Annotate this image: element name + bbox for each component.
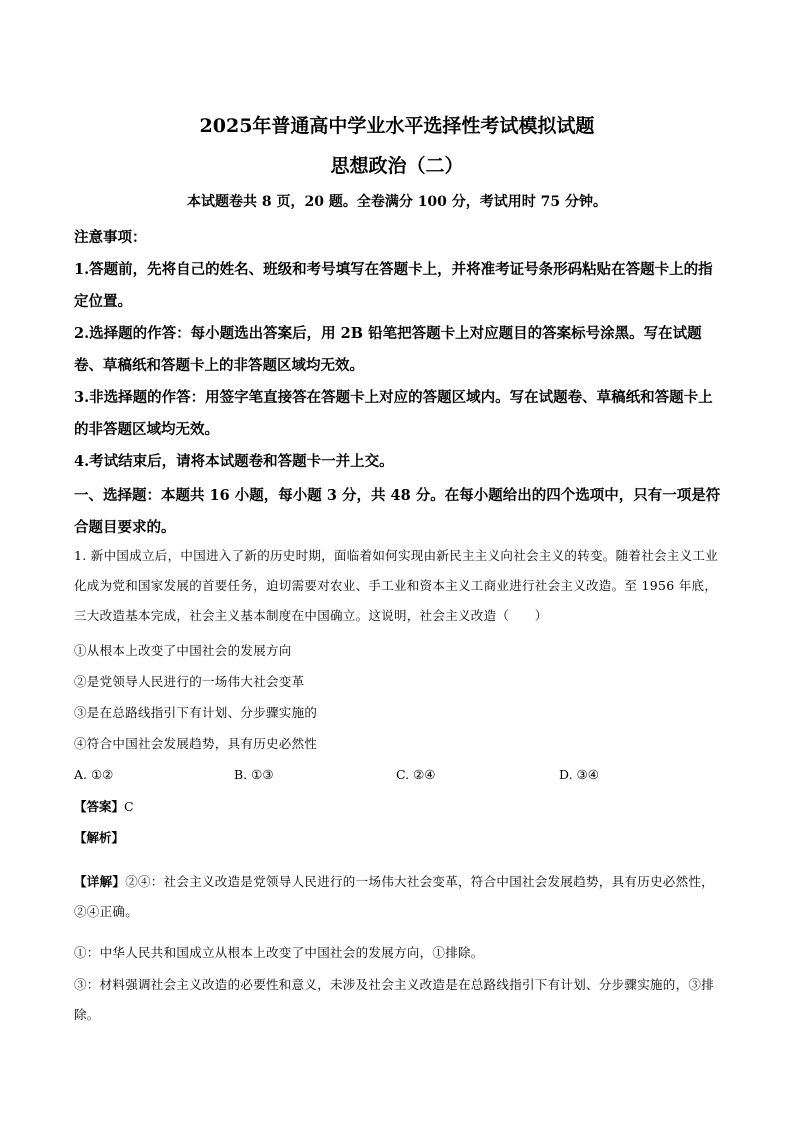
detail-text: ②④：社会主义改造是党领导人民进行的一场伟大社会变革，符合中国社会发展趋势，具有历史必然性，②④正确。 <box>74 874 715 919</box>
exam-info: 本试题卷共 8 页，20 题。全卷满分 100 分，考试用时 75 分钟。 <box>186 194 608 210</box>
analysis-tag: 【解析】 <box>74 830 125 845</box>
explanation-1: ①：中华人民共和国成立从根本上改变了中国社会的发展方向，①排除。 <box>74 945 484 960</box>
analysis-line <box>74 823 724 853</box>
note-item: 3.非选择题的作答：用签字笔直接答在答题卡上对应的答题区域内。写在试题卷、草稿纸和答题卡上的非答题区域均无效。 <box>74 389 713 438</box>
explanation-3: ③：材料强调社会主义改造的必要性和意义，未涉及社会主义改造是在总路线指引下有计划、分步骤实施的，③排除。 <box>74 977 715 1022</box>
question-statement: ③是在总路线指引下有计划、分步骤实施的 <box>74 705 318 720</box>
question-stem: 1. 新中国成立后，中国进入了新的历史时期，面临着如何实现由新民主主义向社会主义的转变。随着社会主义工业化成为党和国家发展的首要任务，迫切需要对农业、手工业和资本主义工商业进行社会主义改造。至 1956 年底，三大改造基本完成，社会主义基本制度在中国确立。这说明，社会主义改造（ ） <box>74 548 719 623</box>
note-item: 4.考试结束后，请将本试题卷和答题卡一并上交。 <box>74 453 394 470</box>
question-statement: ④符合中国社会发展趋势，具有历史必然性 <box>74 736 318 751</box>
answer-value: C <box>124 799 134 814</box>
note-item: 2.选择题的作答：每小题选出答案后，用 2B 铅笔把答题卡上对应题目的答案标号涂黑。写在试题卷、草稿纸和答题卡上的非答题区域均无效。 <box>74 325 702 374</box>
exam-title: 2025年普通高中学业水平选择性考试模拟试题 <box>199 115 595 137</box>
detail-tag: 【详解】 <box>74 874 126 889</box>
choice-c: C. ②④ <box>396 767 436 782</box>
answer-tag: 【答案】 <box>74 799 125 814</box>
answer-line <box>74 792 724 822</box>
answer-choices <box>74 760 724 790</box>
note-item: 1.答题前，先将自己的姓名、班级和考号填写在答题卡上，并将准考证号条形码粘贴在答题卡上的指定位置。 <box>74 261 713 310</box>
question-statement: ①从根本上改变了中国社会的发展方向 <box>74 643 292 658</box>
exam-subtitle: 思想政治（二） <box>330 155 464 177</box>
choice-d: D. ③④ <box>559 767 599 782</box>
detail-paragraph <box>74 867 722 927</box>
question-statement: ②是党领导人民进行的一场伟大社会变革 <box>74 674 305 689</box>
notes-heading: 注意事项： <box>74 229 147 246</box>
section-heading: 一、选择题：本题共 16 小题，每小题 3 分，共 48 分。在每小题给出的四个选项中，只有一项是符合题目要求的。 <box>74 487 721 536</box>
choice-b: B. ①③ <box>234 767 274 782</box>
choice-a: A. ①② <box>74 767 114 782</box>
